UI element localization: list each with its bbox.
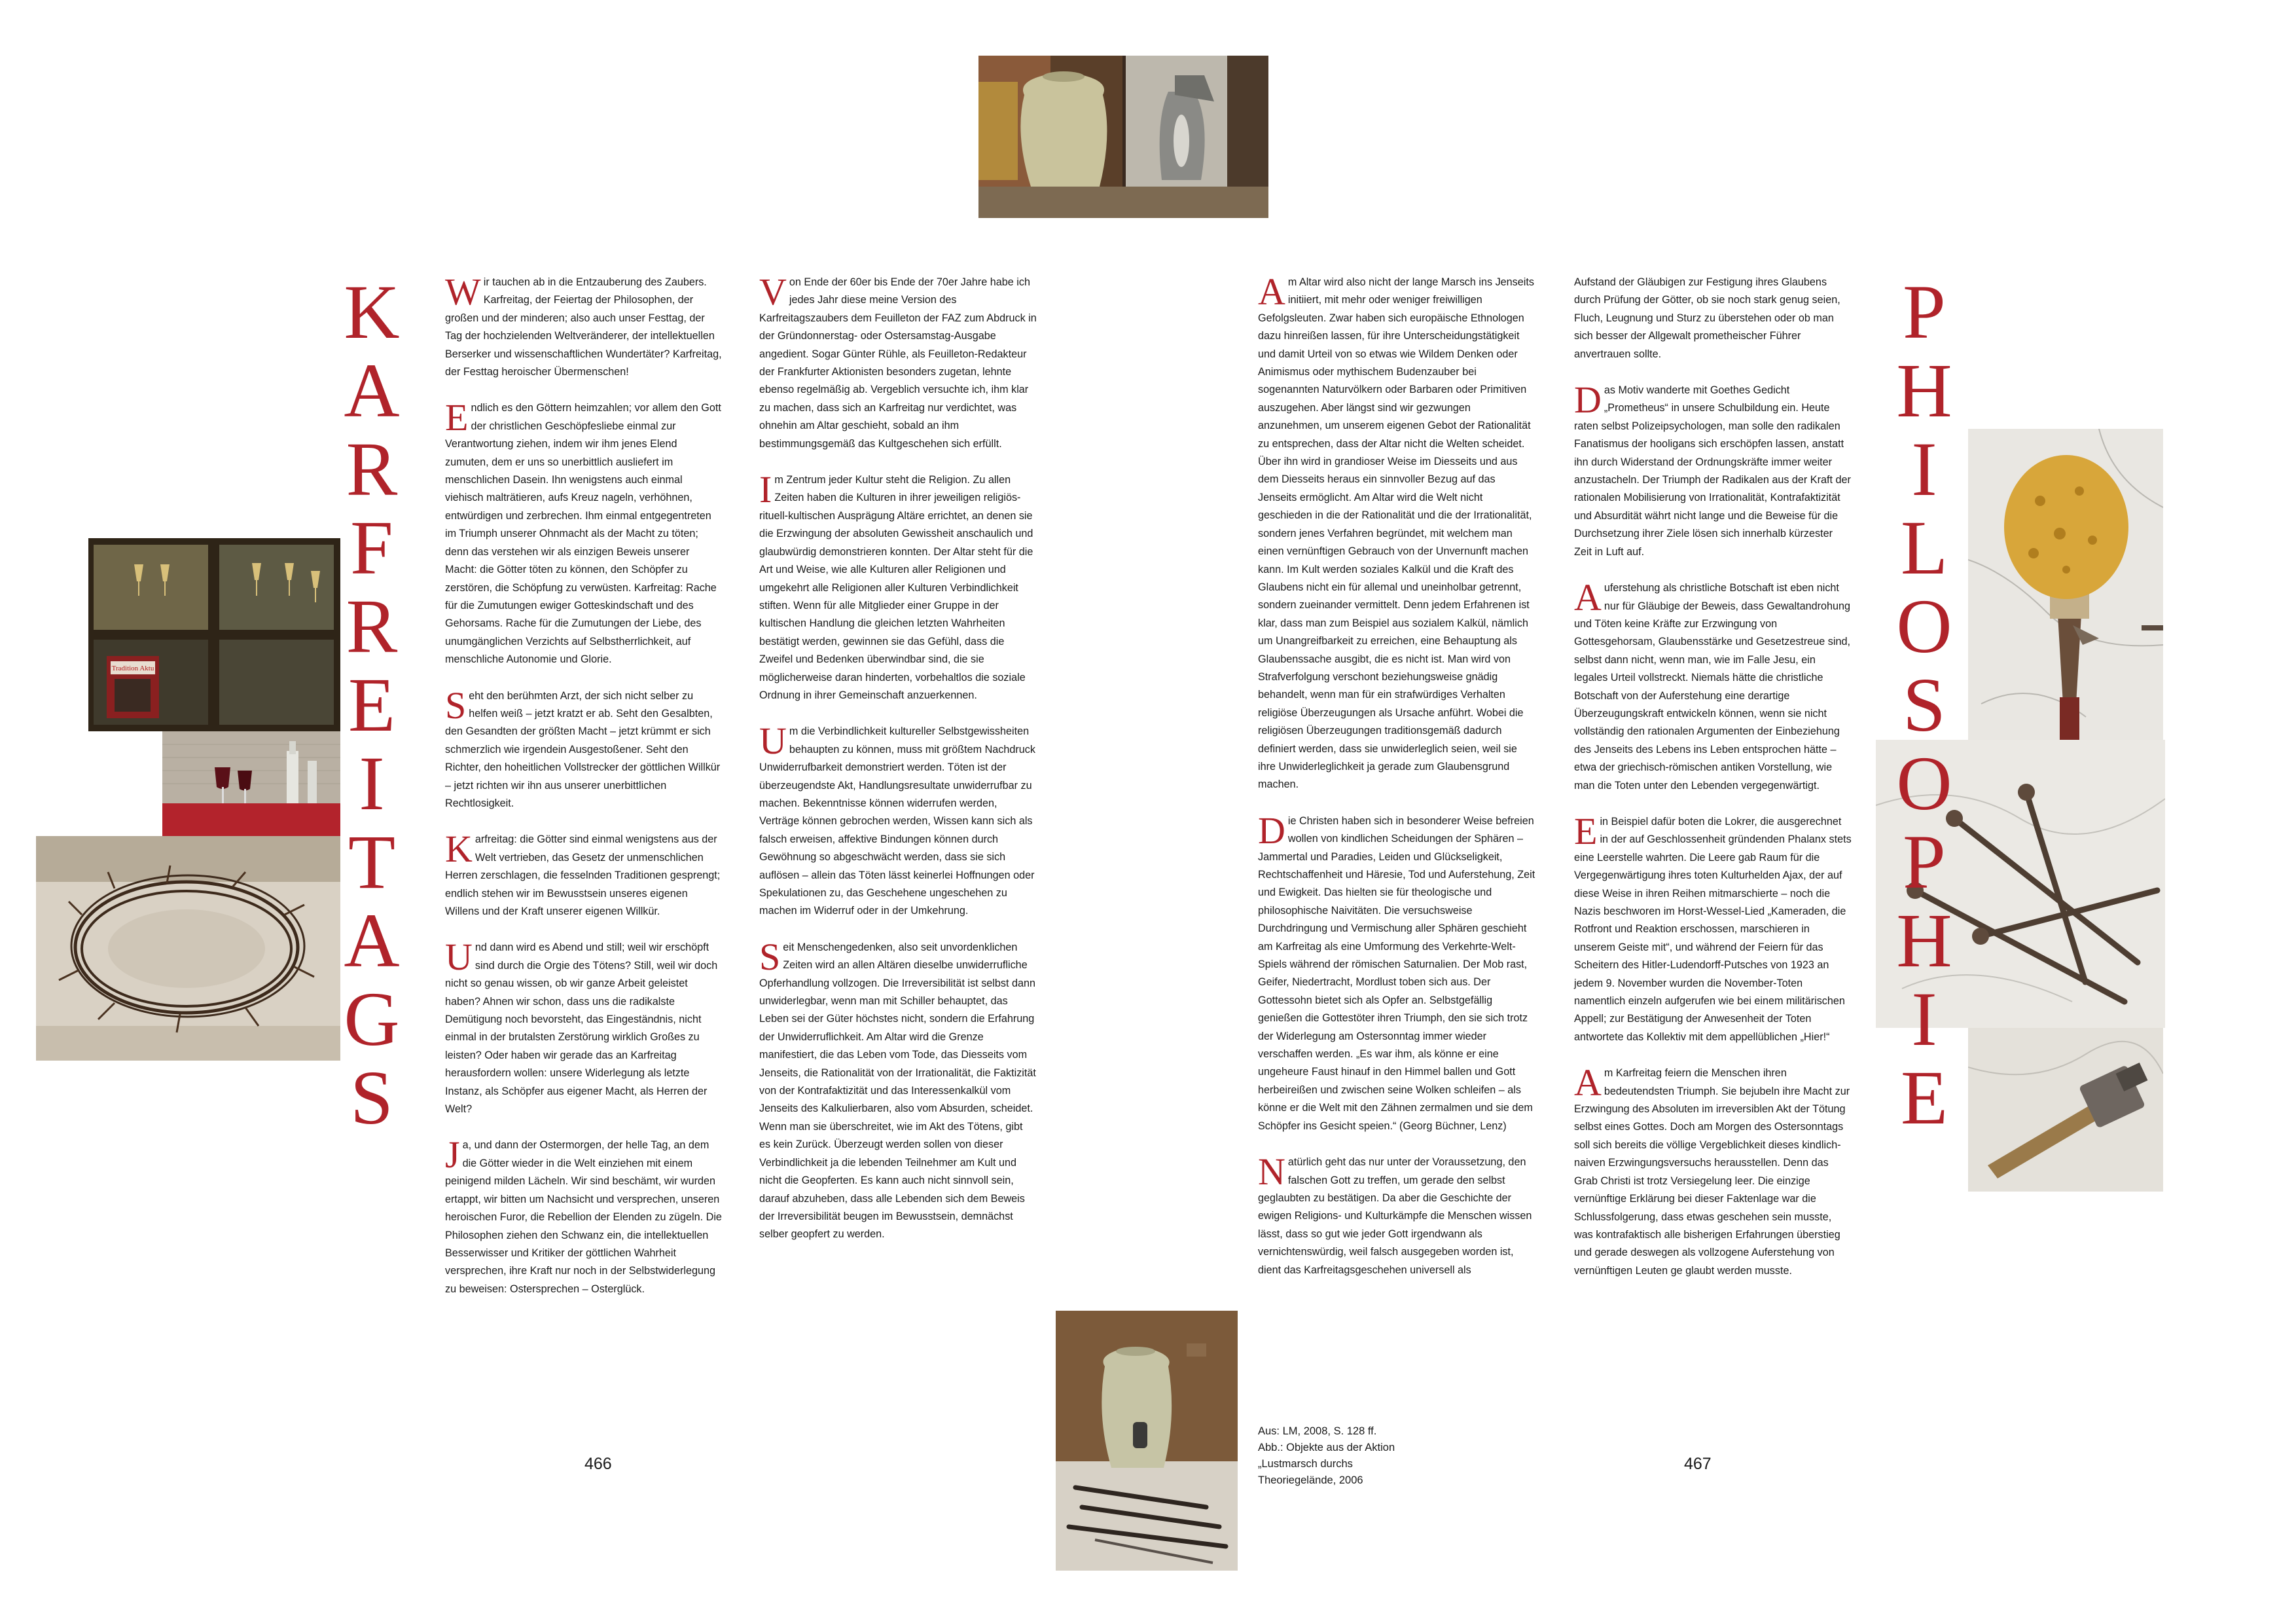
drop-cap: N (1258, 1150, 1285, 1194)
paragraph (445, 684, 723, 813)
title-letter: I (1911, 426, 1937, 512)
drop-cap: D (1258, 809, 1285, 852)
page-number-left: 466 (584, 1455, 612, 1473)
paragraph-text: eht den berühmten Arzt, der sich nicht selber zu helfen weiß – jetzt kratzt er ab. Seht den Gesalbten, den Gesandten der größten Macht – jetzt krümmt er sich schmerzlich wie irgendein Ausgestoßener. Seht den Richter, den hoheitlichen Vollstrecker der göttlichen Willkür – jetzt richten wir ihn aus unserer unerbittlichen Rechtlosigkeit. (445, 689, 721, 809)
caption-line: Theoriegelände, 2006 (1258, 1474, 1363, 1486)
paragraph-text: nd dann wird es Abend und still; weil wir erschöpft sind durch die Orgie des Tötens? Still, weil wir doch nicht so genau wissen, ob wir ganze Arbeit geleistet haben? Ahnen wir schon, dass uns die radikalste Demütigung noch bevorsteht, das Eingeständnis, nicht einmal in der brutalsten Zerstörung wirklich Großes zu leisten? Oder haben wir gerade das an Karfreitag herausfordern wollen: unsere Widerlegung als letzte Instanz, als Schöpfer aus eigener Macht, als Herren der Welt? (445, 941, 718, 1116)
paragraph-text: as Motiv wanderte mit Goethes Gedicht „Prometheus“ in unsere Schulbildung ein. Heute raten selbst Polizeipsychologen, man solle den radikalen Fanatismus der hooligans sich erschöpfen lassen, anstatt ihn durch Widerstand der Ordnungskräfte immer weiter anzustacheln. Der Triumph der Radikalen aus der Kraft der rationalen Mobilisierung von Irrationalität, Kontrafaktizität und Absurdität währt nicht lange und die Beweise für die Durchsetzung ihrer Ziele lösen sich innerhalb kürzester Zeit in Luft auf. (1574, 384, 1851, 558)
photo-urn-tools (1056, 1311, 1238, 1571)
paragraph (445, 936, 723, 1118)
text-column-4 (1574, 274, 1852, 1298)
paragraph (1574, 809, 1852, 1046)
title-letter: O (1896, 740, 1952, 826)
drop-cap: K (445, 828, 473, 871)
title-letter: L (1900, 505, 1948, 591)
paragraph-text: m die Verbindlichkeit kultureller Selbstgewissheiten behaupten zu können, muss mit größtem Nachdruck Unwiderrufbarkeit demonstriert werden. Töten ist der überzeugendste Akt, Handlungsresultate unwiderrufbar zu machen. Bekenntnisse können widerrufen werden, Verträge können gebrochen werden, Wissen kann sich als falsch erweisen, affektive Bindungen können durch Gewöhnung so abgeschwächt werden, dass sie sich auflösen – allein das Töten lässt keinerlei Hoffnungen oder Spekulationen zu, das Geschehene ungeschehen zu machen im Widerruf oder in der Umkehrung. (759, 725, 1035, 917)
photo-wine-table (162, 731, 340, 836)
drop-cap: W (445, 270, 481, 313)
drop-cap: D (1574, 378, 1602, 422)
drop-cap: A (1574, 576, 1602, 619)
text-column-2 (759, 270, 1037, 1262)
paragraph-text: m Zentrum jeder Kultur steht die Religion. Zu allen Zeiten haben die Kulturen in ihrer jeweiligen religiös-rituell-kultischen Ausprägung Altäre errichtet, an denen sie die Erzwingung der absoluten Gewissheit anschaulich und glaubwürdig demonstrieren konnten. Der Altar steht für die Art und Weise, wie alle Kulturen aller Religionen und umgekehrt alle Religionen aller Kulturen Verbindlichkeit stiften. Wenn für alle Mitglieder einer Gruppe in der kultischen Handlung die gleichen letzten Wahrheiten bestätigt werden, gewinnen sie das Gefühl, dass die Zweifel und Bedenken überwindbar sind, die sie möglicherweise daran hinderten, vorbehaltlos die soziale Ordnung in ihrer Gemeinschaft anzuerkennen. (759, 474, 1033, 701)
title-letter: S (1903, 662, 1946, 748)
paragraph-text: eit Menschengedenken, also seit unvordenklichen Zeiten wird an allen Altären dieselbe unwiderrufliche Opferhandlung vollzogen. Die Irreversibilität ist selbst dann unwiderlegbar, wenn man mit Schiller behauptet, das Leben sei der Güter höchstes nicht, sondern die Erfahrung der Unwiderruflichkeit. Am Altar wird die Grenze manifestiert, die das Leben vom Tode, das Diesseits vom Jenseits, die Rationalität von der Irrationalität, die Faktizität von der Kontrafaktizität und das Interessenkalkül vom Jenseits des Kalkulierbaren, also vom Absurden, scheidet. Wenn man sie überschreitet, wie im Akt des Tötens, gibt es kein Zurück. Überzeugt werden sollen von dieser Verbindlichkeit ja die lebenden Teilnehmer am Kult und nicht die Geopferten. Es kann auch nicht sinnvoll sein, darauf abzuheben, dass alle Lebenden sich dem Beweis der Irreversibilität beugen im Bewusstsein, demnächst selber geopfert zu werden. (759, 941, 1036, 1241)
paragraph (1258, 270, 1535, 794)
title-letter: P (1903, 269, 1946, 355)
text-column-1 (445, 270, 723, 1317)
photo-sponge (1968, 429, 2163, 740)
title-letter: E (348, 662, 396, 748)
paragraph (759, 468, 1037, 704)
text-column-3 (1258, 270, 1535, 1298)
paragraph (759, 935, 1037, 1244)
paragraph-text: uferstehung als christliche Botschaft ist eben nicht nur für Gläubige der Beweis, dass Gewaltandrohung und Töten keine Kräfte zur Erzwingung von Gottesgehorsam, Glaubensstärke und Gesetzestreue sind, selbst dann nicht, wenn man, wie im Falle Jesu, ein legales Urteil vollstreckt. Niemals hätte die christliche Botschaft von der Auferstehung eine derartige Überzeugungskraft entwickeln können, wenn sie nicht vollständig den rationalen Argumenten der Einbeziehung des Jenseits des Lebens ins Leben entsprochen hätte – etwa der griechisch-römischen antiken Vorstellung, wie man die Toten unter den Lebenden vergegenwärtigt. (1574, 582, 1851, 792)
drop-cap: U (445, 936, 473, 979)
paragraph-text: ndlich es den Göttern heimzahlen; vor allem den Gott der christlichen Geschöpfesliebe einmal zur Verantwortung ziehen, indem wir ihm jenes Elend zumuten, dem er uns so unerbittlich ausliefert im menschlichen Dasein. Ihn wenigstens auch einmal viehisch malträtieren, aufs Kreuz nageln, verhöhnen, entwürdigen und zerbrechen. Ihm einmal entgegentreten im Triumph unserer Ohnmacht als der Macht zu töten; denn das verstehen wir als einzigen Beweis unserer Macht: die Götter töten zu können, den Schöpfer zu zerstören, die Schöpfung zu verwüsten. Karfreitag: Rache für die Zumutungen ewiger Gotteskindschaft und des Gehorsams. Rache für die Zumutungen der Liebe, des unumgänglichen Verzichts auf Selbstherrlichkeit, auf menschliche Autonomie und Glorie. (445, 402, 721, 666)
paragraph (445, 828, 723, 921)
title-letter: H (1896, 348, 1952, 433)
drop-cap: S (445, 684, 467, 727)
page-number-right: 467 (1684, 1455, 1712, 1473)
paragraph-text: a, und dann der Ostermorgen, der helle Tag, an dem die Götter wieder in die Welt einziehen mit einem peinigend milden Lächeln. Wir sind beschämt, wir wurden ertappt, wir bitten um Nachsicht und versprechen, unseren heroischen Furor, die Rebellion der Elenden zu zügeln. Die Philosophen ziehen den Schwanz ein, die intellektuellen Besserwisser und Kritiker der göttlichen Wahrheit versprechen, ihre Kraft nur noch in der Selbstwiderlegung zu beweisen: Ostersprechen – Osterglück. (445, 1139, 722, 1295)
paragraph (1574, 1061, 1852, 1280)
title-letter: R (346, 426, 398, 512)
photo-crown-of-thorns (36, 836, 340, 1061)
vertical-title-philosophie (1885, 269, 1964, 1140)
paragraph (1574, 378, 1852, 561)
paragraph-text: in Beispiel dafür boten die Lokrer, die ausgerechnet in der auf Geschlossenheit gründenden Phalanx stets eine Leerstelle wahrten. Die Leere gab Raum für die Vergegenwärtigung ihres toten Kulturhelden Ajax, der auf diese Weise in ihren Reihen mitmarschierte – noch die Nazis beschworen im Horst-Wessel-Lied „Kameraden, die Rotfront und Reaktion erschossen, marschieren in unserem Geiste mit“, und während der Feiern für das Scheitern des Hitler-Ludendorff-Putsches von 1923 an jedem 9. November wurden die November-Toten namentlich einzeln aufgerufen wie bei einem militärischen Appell; zur Bestätigung der Anwesenheit der Toten antwortete das Kollektiv mit dem appellüblichen „Hier!“ (1574, 815, 1852, 1043)
caption-source: Aus: LM, 2008, S. 128 ff. (1258, 1425, 1377, 1437)
paragraph (445, 1133, 723, 1298)
title-letter: P (1903, 819, 1946, 905)
paragraph-text: ie Christen haben sich in besonderer Weise befreien wollen von kindlichen Scheidungen der Sphären – Jammertal und Paradies, Leiden und Glückseligkeit, Rechtschaffenheit und Häresie, Tod und Auferstehung, Zeit und Ewigkeit. Das hielten sie für theologische und philosophische Naivitäten. Die versuchsweise Durchdringung und Vermischung aller Sphären geschieht am Karfreitag als eine Umformung des Verkehrte-Welt-Spiels während der römischen Saturnalien. Der Mob rast, Geifer, Niedertracht, Mordlust toben sich aus. Der Gottessohn bietet sich als Opfer an. Selbstgefällig genießen die Gottestöter ihren Triumph, den sie sich trotz der Widerlegung am Ostersonntag immer wieder verschaffen werden. „Es war ihm, als könne er eine ungeheure Faust hinauf in den Himmel ballen und Gott herbeireißen und zwischen seine Wolken schleifen – als könne er die Welt mit den Zähnen zermalmen und sie dem Schöpfer ins Gesicht speien.“ (Georg Büchner, Lenz) (1258, 814, 1535, 1132)
title-letter: A (344, 348, 400, 433)
title-letter: S (350, 1055, 393, 1140)
photo-cabinet-glasses (88, 538, 340, 731)
paragraph (1258, 1150, 1535, 1279)
paragraph-text: m Altar wird also nicht der lange Marsch ins Jenseits initiiert, mit mehr oder weniger freiwilligen Gefolgsleuten. Zwar haben sich europäische Ethnologen dazu hinreißen lassen, für ihre Unterscheidungstätigkeit und damit Urteil von so etwas wie Wildem Denken oder Animismus oder mythischem Budenzauber bei sogenannten Naturvölkern oder Barbaren oder Primitiven auszugehen. Aber längst sind wir gezwungen anzunehmen, um unserem eigenen Gebot der Rationalität zu entsprechen, dass der Altar nicht die Welten scheidet. Über ihn wird in grandioser Weise im Diesseits und aus dem Diesseits heraus ein sinnvoller Bezug auf das Jenseits ermöglicht. Am Altar wird die Welt nicht geschieden in die der Rationalität und die der Irrationalität, sondern jenes Verfahren begründet, mit welchem man einen vernünftigen Gebrauch von der Unvernunft machen kann. Im Kult werden soziales Kalkül und die Kraft des Glaubens nicht ein für allemal und uneinholbar getrennt, sondern zueinander vermittelt. Denn jedem Erfahrenen ist klar, dass man zum Beispiel aus sozialem Kalkül, nämlich um Unangreifbarkeit zu erreichen, eine Behauptung als Glaubenssache ausgibt, die es nicht ist. Man wird von Strafverfolgung verschont beziehungsweise gnädig behandelt, wenn man für ein strafwürdiges Verhalten religiöse Überzeugungen als Ursache anführt. Wobei die religiösen Überzeugungen traditionsgemäß dadurch definiert werden, dass sie unwiderleglich seien, weil sie ihre Unwiderleglichkeit ja gerade zum Glaubensgrund machen. (1258, 276, 1534, 791)
drop-cap: J (445, 1133, 460, 1176)
title-letter: K (344, 269, 400, 355)
paragraph (445, 270, 723, 381)
caption-line: Abb.: Objekte aus der Aktion (1258, 1442, 1395, 1453)
drop-cap: I (759, 468, 772, 511)
paragraph (445, 396, 723, 668)
vertical-title-karfreitags (332, 269, 411, 1140)
drop-cap: S (759, 935, 781, 978)
drop-cap: V (759, 270, 787, 313)
title-letter: G (344, 976, 400, 1062)
paragraph (1574, 274, 1852, 363)
title-letter: A (344, 898, 400, 983)
paragraph-text: atürlich geht das nur unter der Voraussetzung, den falschen Gott zu treffen, um gerade den selbst geglaubten zu bestätigen. Da aber die Geschichte der ewigen Religions- und Kulturkämpfe die Menschen wissen lässt, dass so gut wie jeder Gott irgendwann als vernichtenswürdig, weil falsch ausgegeben worden ist, dient das Karfreitagsgeschehen universell als (1258, 1156, 1532, 1276)
title-letter: H (1896, 898, 1952, 983)
title-letter: R (346, 583, 398, 669)
drop-cap: A (1258, 270, 1285, 313)
paragraph (759, 270, 1037, 453)
title-letter: I (1911, 976, 1937, 1062)
photo-vases (978, 56, 1268, 218)
drop-cap: A (1574, 1061, 1602, 1104)
paragraph (1574, 576, 1852, 795)
paragraph-text: on Ende der 60er bis Ende der 70er Jahre habe ich jedes Jahr diese meine Version des Karfreitagszaubers dem Feuilleton der FAZ zum Abdruck in der Gründonnerstag- oder Ostersamstag-Ausgabe angedient. Sogar Günter Rühle, als Feuilleton-Redakteur der Frankfurter Aktionisten besonders zugetan, lehnte ebenso regelmäßig ab. Vergeblich versuchte ich, ihm klar zu machen, dass sich an Karfreitag nur verdichtet, was ohnehin am Altar geschieht, sobald an ihm bestimmungsgemäß das Kultgeschehen sich erfüllt. (759, 276, 1037, 450)
paragraph-text: Aufstand der Gläubigen zur Festigung ihres Glaubens durch Prüfung der Götter, ob sie noch stark genug seien, Fluch, Leugnung und Sturz zu überstehen oder ob man sich besser der Allgewalt prometheischer Führer anvertrauen sollte. (1574, 276, 1840, 360)
paragraph (759, 720, 1037, 920)
title-letter: O (1896, 583, 1952, 669)
title-letter: F (350, 505, 393, 591)
drop-cap: E (1574, 809, 1598, 852)
paragraph-text: m Karfreitag feiern die Menschen ihren bedeutendsten Triumph. Sie bejubeln ihre Macht zur Erzwingung des Absoluten im irreversiblen Akt der Tötung selbst eines Gottes. Doch am Morgen des Ostersonntags soll sich bereits die völlige Vergeblichkeit dieses kindlich-naiven Erzwingungsversuchs herausstellen. Denn das Grab Christi ist trotz Versiegelung leer. Die einzige vernünftige Erklärung bei dieser Faktenlage war die Schlussfolgerung, dass etwas geschehen sein musste, was kontrafaktisch alle bisherigen Erfahrungen überstieg und gerade deswegen als vollzogene Auferstehung von vernünftigen Leuten ge glaubt werden musste. (1574, 1067, 1850, 1277)
drop-cap: E (445, 396, 469, 439)
paragraph-text: ir tauchen ab in die Entzauberung des Zaubers. Karfreitag, der Feiertag der Philosophen, der großen und der minderen; also auch unser Festtag, der Tag der hochzielenden Weltveränderer, der intellektuellen Berserker und wissenschaftlichen Wundertäter? Karfreitag, der Festtag heroischer Übermenschen! (445, 276, 722, 378)
paragraph-text: arfreitag: die Götter sind einmal wenigstens aus der Welt vertrieben, das Gesetz der unmenschlichen Herren zerschlagen, die fesselnden Traditionen gesprengt; endlich stehen wir im Bewusstsein unseres eigenen Willens und der Kraft unserer eigenen Willkür. (445, 833, 721, 917)
figure-caption (1258, 1423, 1454, 1489)
drop-cap: U (759, 720, 787, 763)
photo-hammer (1968, 1028, 2163, 1192)
title-letter: E (1900, 1055, 1948, 1140)
title-letter: T (348, 819, 396, 905)
title-letter: I (359, 740, 385, 826)
paragraph (1258, 809, 1535, 1135)
book-cover-text: Tradition Aktu (111, 665, 154, 672)
caption-line: „Lustmarsch durchs (1258, 1458, 1353, 1470)
